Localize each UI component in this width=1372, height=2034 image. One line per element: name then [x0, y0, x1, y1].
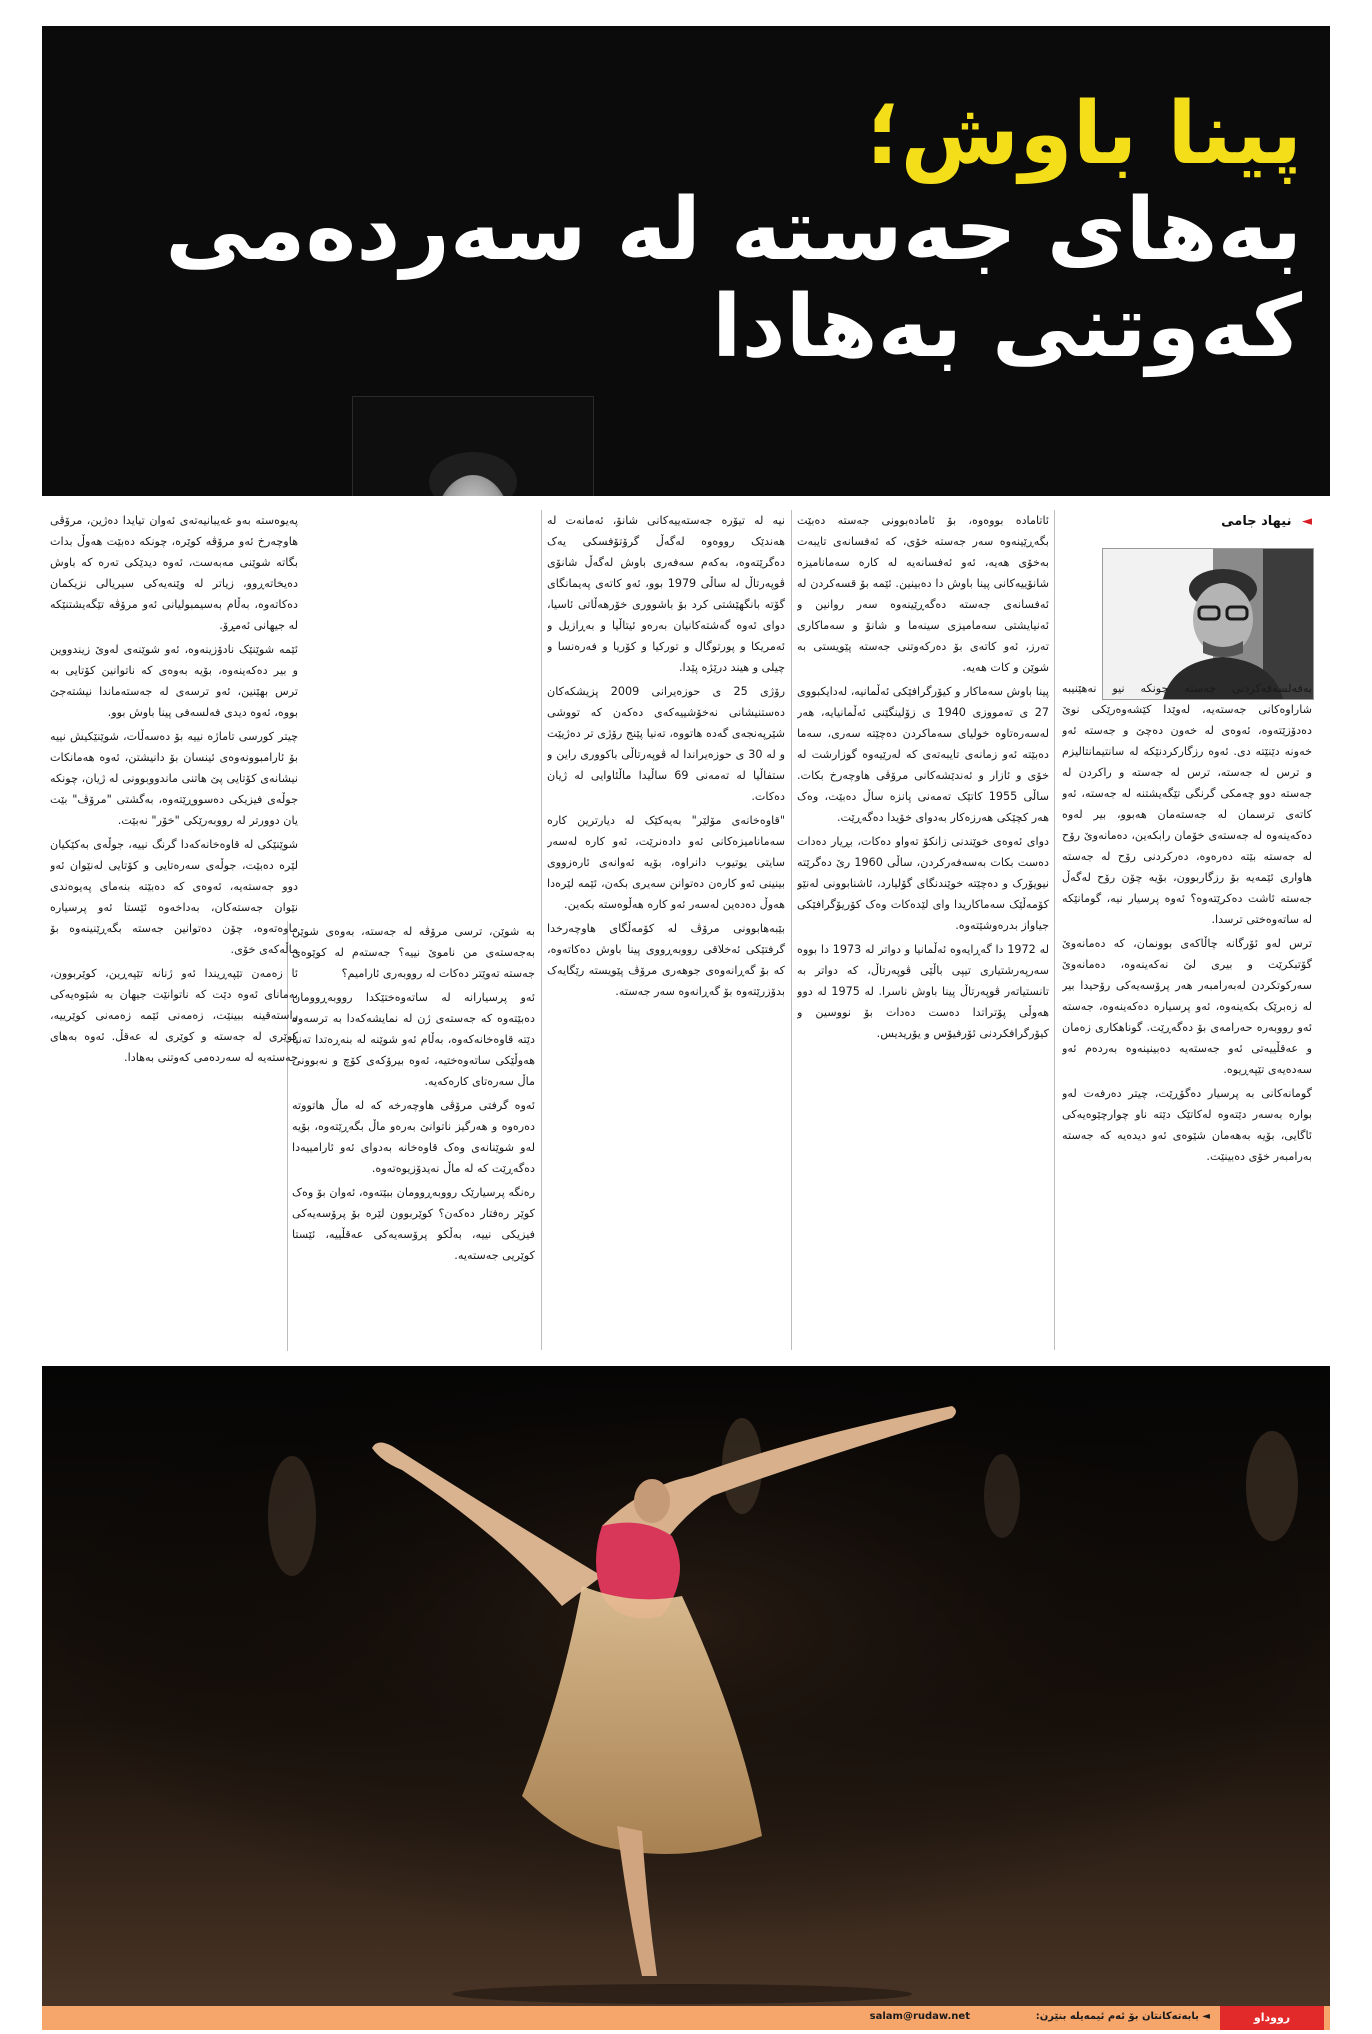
paragraph: ئا زەمەن تێپەڕیندا ئەو ژنانە تێپەڕین، کوێربوون، بەمانای ئەوە دێت کە ناتوانێت جیهان بە شێوەیەکی راستەقینە ببینێت، زەمەنی ئێمە زەمەنی کوێرییە، کوێری لە جەستە و کوێری لە عەقڵ. ئەوە بەهای جەستەیە لە سەردەمی کەوتنی بەهادا.	[50, 967, 298, 1064]
paragraph: لە 1972 دا گەڕایەوە ئەڵمانیا و دواتر لە 1973 دا بووە سەرپەرشتیاری تیپی باڵێی ڤوپەرتاڵ، کە دواتر بە تانستیاتەر ڤوپەرتاڵ پینا باوش ناسرا. لە 1975 لە دوو هەوڵی پۆتراتدا دەست دەدات بۆ نووسین و کیۆرگرافکردنی ئۆرفیۆس و یۆریدیس.	[797, 943, 1049, 1040]
paragraph: رەنگە پرسیارێک رووبەڕوومان ببێتەوە، ئەوان بۆ وەک کوێر رەفتار دەکەن؟ کوێربوون لێرە بۆ پرۆسەیەکی فیزیکی نییە، بەڵکو پرۆسەیەکی عەقڵییە، ئێستا کوێریی جەستەیە.	[292, 1186, 535, 1262]
paragraph: پەیوەستە بەو غەیبانیەتەی ئەوان تیایدا دەژین، مرۆڤی هاوچەرخ ئەو مرۆڤە کوێرە، چونکە دەبێت هەوڵ بدات بگاتە شوێنی مەبەست، ئەوە دیدێکی تەرە کە باوش دەیخاتەڕوو، زیاتر لە وێنەیەکی سیریالی نزیکمان دەکاتەوە، بەڵام بەسیمبولیانی ئەو مرۆڤە تێگەیشتنێکە لە جیهانی ئەمڕۆ.	[50, 514, 298, 632]
footer-email[interactable]: salam@rudaw.net	[869, 2011, 970, 2022]
paragraph: "قاوەخانەی مۆلێر" بەیەکێک لە دیارترین کارە سەمانامیزەکانی ئەو دادەنرێت، ئەو کارە لەسەر سایتی یوتیوب دانراوە، بۆیە ئەوانەی ئارەزووی بینینی ئەو کارەن دەتوانن سەیری بکەن، ئێمە لێرەدا هەوڵ دەدەین لەسەر ئەو کارە هەڵوەستە بکەین.	[547, 814, 785, 911]
headline-line-2: بەهای جەستە لە سەردەمی	[165, 180, 1302, 281]
column-rule	[1054, 510, 1055, 1350]
headline	[62, 86, 1302, 375]
paragraph: چیتر کورسی تاماژە نییە بۆ دەسەڵات، شوێنێکیش نییە بۆ ئارامبوونەوەی ئینسان بۆ دانیشتن، ئەوە هەمانکات نیشانەی کۆتایی پێ هاتنی ماندووبوونی لە ژیان، چونکە جوڵەی فیزیکی دەسووڕێتەوە، بەگشتی "مرۆڤ" بێت یان دوورتر لە رووبەرێکی "خۆر" نەبێت.	[50, 730, 298, 827]
footer-text	[1036, 2011, 1210, 2022]
article-column-3	[797, 510, 1049, 1350]
byline-arrow-icon: ◄	[1302, 514, 1312, 529]
byline-author: نیهاد جامی	[1221, 514, 1292, 529]
article-column-4	[1062, 510, 1312, 1350]
dancer-photo	[42, 1366, 1330, 2010]
paragraph: شوێنێکی لە قاوەخانەکەدا گرنگ نییە، جوڵەی بەکێکیان لێرە دەبێت، جوڵەی سەرەتایی و کۆتایی لەنێوان ئەو دوو جەستەیە، ئەوەی کە دەبێتە بنەمای پەیوەندی نێوان جەستەکان، بەداخەوە ئێستا ئەو پرسیارە ماوەتەوە، چۆن دەتوانین جەستە بگەڕێنینەوە بۆ ماڵەکەی خۆی.	[50, 838, 298, 956]
paragraph: ترس لەو ئۆرگانە چاڵاکەی بوونمان، کە دەمانەوێ گۆتبکرێت و بیری لێ نەکەینەوە، دەمانەوێ سەرکوتکردن لەبەرامبەر هەر پرۆسەیەکی رۆحیدا بیر لە زەبرێک بکەینەوە، ئەو پرسیارە دەکەینەوە، جەستە ئەو رووبەرە حەرامەی بۆ دەگەڕێت. گوناهکاری زەمان و عەقڵییەتی ئەو جەستەیە دەبینینەوە بەردەم ئەو سەدەیەی تێپەڕیوە.	[1062, 937, 1312, 1076]
paragraph: ئەو پرسیارانە لە ساتەوەختێکدا رووبەڕوومان دەبێتەوە کە جەستەی ژن لە نمایشەکەدا بە ترسەوە دێتە قاوەخانەکەوە، بەڵام ئەو شوێنە لە بنەڕەتدا تەنیا هەوڵێکی ساتەوەختیە، ئەوە بیرۆکەی کۆچ و نەبوونی ماڵ سەرەتای کارەکەیە.	[292, 991, 535, 1088]
paragraph: بە شوێن، ترسی مرۆڤە لە جەستە، بەوەی شوێن بەجەستەی من ناموێ نییە؟ جەستەم لە کوێوەی جەستە تەوێتر دەکات لە رووبەری ئارامیم؟	[292, 925, 535, 980]
footer-logo: رووداو	[1220, 2006, 1324, 2030]
headline-line-3: کەوتنی بەهادا	[712, 276, 1302, 377]
paragraph: رۆژی 25 ی حوزەیرانی 2009 پزیشکەکان دەستنیشانی نەخۆشییەکەی دەکەن کە تووشی شێرپەنجەی گەدە هاتووە، تەنیا پێنج رۆژی تر دەژیێت و لە 30 ی حوزەیراندا لە ڤوپەرتاڵی باکووری راین و ستفاڵیا لە تەمەنی 69 ساڵیدا ماڵئاوایی لە ژیان دەکات.	[547, 685, 785, 803]
paragraph: ئێمە شوێنێک نادۆزینەوە، ئەو شوێنەی لەوێ زیندووین و بیر دەکەینەوە، بۆیە بەوەی کە ناتوانین کۆتایی بە ترس بهێنین، ئەو ترسەی لە جەستەماندا نیشتەجێ بووە، ئەوە دیدی فەلسەفی پینا باوش بوو.	[50, 643, 298, 719]
article-panel	[42, 496, 1330, 1366]
paragraph: بێبەهابوونی مرۆڤ لە کۆمەڵگای هاوچەرخدا گرفتێکی ئەخلاقی رووبەڕووی پینا باوش دەکاتەوە، کە بۆ گەڕانەوەی جوهەری مرۆڤ پێویستە رێگایەک بدۆزرێتەوە بۆ گەڕانەوە سەر جەستە.	[547, 922, 785, 998]
paragraph: ئەوە گرفتی مرۆڤی هاوچەرخە کە لە ماڵ هاتووتە دەرەوە و هەرگیز ناتوانێ بەرەو ماڵ بگەڕێتەوە، بۆیە لەو شوێنانەی وەک قاوەخانە بەدوای ئەو ئارامییەدا دەگەڕێت کە لە ماڵ نەیدۆزیوەتەوە.	[292, 1099, 535, 1175]
column-rule	[791, 510, 792, 1350]
article-column-1	[50, 510, 298, 1350]
footer-arrow-icon: ◄	[1198, 2011, 1210, 2022]
paragraph: دوای ئەوەی خوێندنی زانکۆ تەواو دەکات، بڕیار دەدات دەست بکات بەسەفەرکردن، ساڵی 1960 رێ دەگرێتە نیویۆرک و دەچێتە خوێندنگای گۆلیارد، ئاشنابوونی لەنێو کۆمەڵێک سەماکاریدا وای لێدەکات وەک کۆریۆگرافێکی جیاواز بدرەوشێتەوە.	[797, 835, 1049, 932]
footer-label: بابەتەکانتان بۆ ئەم ئیمەیلە بنێرن:	[1035, 2011, 1199, 2022]
paragraph: بەفەلسەفەکردنی جەستە چونکە نیو نەهێنیبە شاراوەکانی جەستەیە، لەوێدا کێشەوەرێکی نوێ دەدۆزێتەوە، ئەوەی لە خەون دەچێ و جەستە ئەو خەونە دێنێتە دی. ئەوە رزگارکردنێکە لە سانتیمانتالیزم و ترس لە جەستە، ترس لە جەستە و راکردن لە جەستە دوو چەمکی گرنگی تێگەیشتنە لە جەستە، ئەو کاتەی ترسمان لە جەستەمان هەبوو، بیر لەوە دەکەینەوە لە جەستەی خۆمان رابکەین، دەمانەوێ رۆح لە جەستە بێتە دەرەوە، دەرکردنی رۆح لە جەستە هاواری ئێمەیە بۆ رزگاربوون، بۆیە چۆن رۆح لەگەڵ جەستە ئاشت دەکرێتەوە؟ ئەوە پرسیار نیە، گومانێکە لە ساتەوەختی ترسدا.	[1062, 682, 1312, 926]
article-column-2b	[292, 921, 535, 1351]
paragraph: پینا باوش سەماکار و کیۆرگرافێکی ئەڵمانیە، لەدایکبووی 27 ی تەمووزی 1940 ی زۆلینگێنی ئەڵمانیایە، هەر لەسەرەتاوە خولیای سەماکردن دەچێتە سەری، سەما دەبێتە ئەو زمانەی تایبەتەی کە لەرێیەوە گوزارشت لە خۆی و ئازار و ئەندێشەکانی مرۆڤی هاوچەرخ بکات. ساڵی 1955 کاتێک تەمەنی پانزە ساڵ دەبێت، وەک هەر کچێکی هەرزەکار بەدوای خۆیدا دەگەڕێت.	[797, 685, 1049, 824]
paragraph: ئاتامادە بووەوە، بۆ ئامادەبوونی جەستە دەبێت بگەڕێینەوە سەر جەستە خۆی، کە ئەفسانەی تایبەت بەخۆی هەیە، ئەو ئەفسانەیە لە کارە سەمانامیزە شانۆییەکانی پینا باوش دا دەبینین. ئێمە بۆ قسەکردن لە ئەفسانەی جەستە دەگەڕێینەوە سەر روانین و ئەنیایشتی سەمامیزی سینەما و شانۆ و سەماکاری تەرز، ئەو کاتەی بۆ دەرکەوتنی جەستە پێویستی بە شوێن و کات هەیە.	[797, 514, 1049, 674]
paragraph: نیە لە تیۆرە جەستەییەکانی شانۆ، ئەمانەت لە هەندێک رووەوە لەگەڵ گرۆتۆفسکی یەک دەگرێتەوە، بەکەم سەفەری باوش لەگەڵ شانۆی ڤوپەرتاڵ لە ساڵی 1979 بوو، ئەو کاتەی پەیمانگای گۆتە بانگهێشتی کرد بۆ باشووری خۆرهەڵاتی ئاسیا، دوای ئەوە گەشتەکانیان بەرەو ئیتاڵیا و بەڕازیل و ئەمریکا و پورتوگال و تورکیا و کۆریا و فەرەنسا و چیلی و هیند درێژە پێدا.	[547, 514, 785, 674]
paragraph: گومانەکانی بە پرسیار دەگۆڕێت، چیتر دەرفەت لەو بوارە بەسەر دێتەوە لەکاتێک دێتە ناو چوارچێوەیەکی ئاگایی، بۆیە بەهەمان شێوەی ئەو دیدەیە کە جەستە بەرامبەر خۆی دەبینێت.	[1062, 1087, 1312, 1163]
article-column-2	[547, 510, 785, 1350]
headline-line-1: پینا باوش؛	[866, 84, 1302, 184]
footer-bar	[42, 2006, 1330, 2030]
page-sheet	[42, 26, 1330, 2010]
column-rule	[541, 510, 542, 1350]
